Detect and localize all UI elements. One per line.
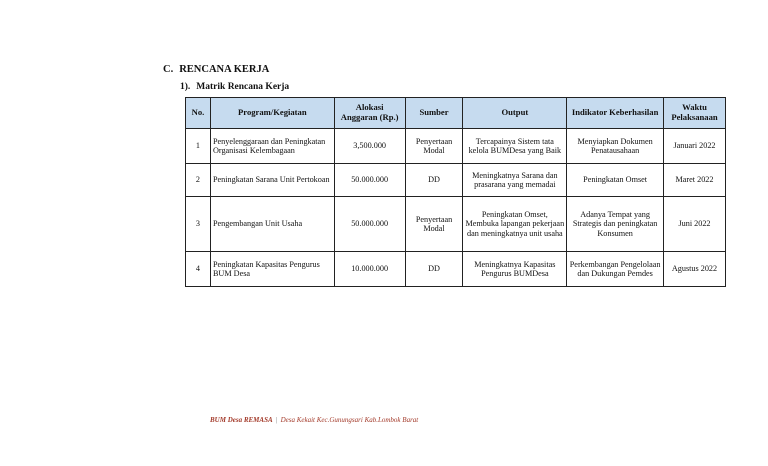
work-plan-matrix-table: [185, 97, 726, 287]
cell-program: Peningkatan Sarana Unit Pertokoan: [210, 164, 334, 197]
cell-waktu: Agustus 2022: [664, 252, 726, 287]
table-row: [186, 252, 726, 287]
header-output: Output: [463, 98, 567, 129]
subsection-heading: [180, 82, 289, 92]
cell-output: Meningkatnya Kapasitas Pengurus BUMDesa: [463, 252, 567, 287]
page-footer: [210, 416, 418, 424]
section-heading: [163, 64, 269, 75]
cell-alokasi: 50.000.000: [334, 197, 405, 252]
cell-indikator: Peningkatan Omset: [567, 164, 664, 197]
cell-program: Pengembangan Unit Usaha: [210, 197, 334, 252]
cell-sumber: Penyertaan Modal: [405, 129, 463, 164]
footer-separator: |: [275, 416, 278, 424]
cell-no: 1: [186, 129, 211, 164]
header-indikator: Indikator Keberhasilan: [567, 98, 664, 129]
cell-indikator: Adanya Tempat yang Strategis dan peningkatan Konsumen: [567, 197, 664, 252]
header-program: Program/Kegiatan: [210, 98, 334, 129]
cell-no: 2: [186, 164, 211, 197]
cell-output: Meningkatnya Sarana dan prasarana yang memadai: [463, 164, 567, 197]
cell-sumber: Penyertaan Modal: [405, 197, 463, 252]
cell-waktu: Juni 2022: [664, 197, 726, 252]
cell-alokasi: 50.000.000: [334, 164, 405, 197]
table-row: [186, 164, 726, 197]
footer-org: BUM Desa REMASA: [210, 416, 273, 424]
cell-waktu: Januari 2022: [664, 129, 726, 164]
header-no: No.: [186, 98, 211, 129]
section-title: RENCANA KERJA: [179, 64, 270, 75]
cell-alokasi: 10.000.000: [334, 252, 405, 287]
cell-no: 3: [186, 197, 211, 252]
header-alokasi: Alokasi Anggaran (Rp.): [334, 98, 405, 129]
subsection-number: 1).: [180, 82, 191, 92]
cell-indikator: Perkembangan Pengelolaan dan Dukungan Pemdes: [567, 252, 664, 287]
section-letter: C.: [163, 64, 174, 75]
table-header-row: [186, 98, 726, 129]
cell-sumber: DD: [405, 252, 463, 287]
header-waktu: Waktu Pelaksanaan: [664, 98, 726, 129]
cell-waktu: Maret 2022: [664, 164, 726, 197]
cell-program: Peningkatan Kapasitas Pengurus BUM Desa: [210, 252, 334, 287]
header-sumber: Sumber: [405, 98, 463, 129]
cell-program: Penyelenggaraan dan Peningkatan Organisasi Kelembagaan: [210, 129, 334, 164]
cell-indikator: Menyiapkan Dokumen Penatausahaan: [567, 129, 664, 164]
cell-sumber: DD: [405, 164, 463, 197]
subsection-title: Matrik Rencana Kerja: [196, 82, 290, 92]
cell-no: 4: [186, 252, 211, 287]
table-row: [186, 129, 726, 164]
cell-alokasi: 3,500.000: [334, 129, 405, 164]
cell-output: Peningkatan Omset, Membuka lapangan pekerjaan dan meningkatnya unit usaha: [463, 197, 567, 252]
cell-output: Tercapainya Sistem tata kelola BUMDesa yang Baik: [463, 129, 567, 164]
footer-location: Desa Kekait Kec.Gunungsari Kab.Lombok Barat: [280, 416, 419, 424]
table-row: [186, 197, 726, 252]
